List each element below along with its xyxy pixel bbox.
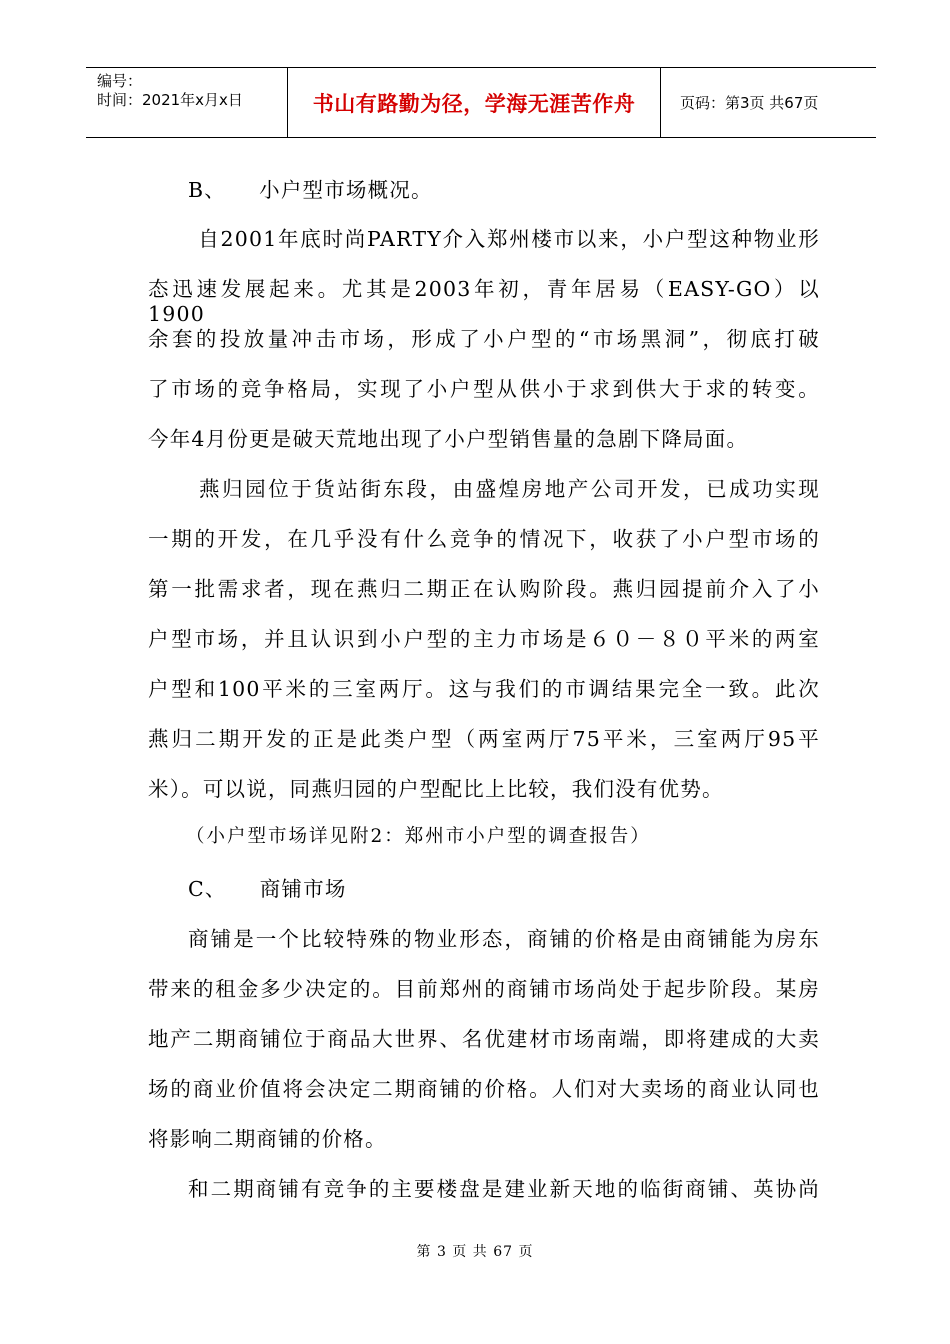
code-label: 编号：: [97, 72, 143, 90]
paragraph-line: 场的商业价值将会决定二期商铺的价格。人们对大卖场的商业认同也: [148, 1077, 820, 1101]
paragraph-line: 地产二期商铺位于商品大世界、名优建材市场南端，即将建成的大卖: [148, 1027, 820, 1051]
page-footer: 第 3 页 共 67 页: [416, 1244, 534, 1260]
paragraph-line: 态迅速发展起来。尤其是2003年初，青年居易（EASY-GO）以1900: [148, 277, 820, 326]
paragraph-line: 和二期商铺有竞争的主要楼盘是建业新天地的临街商铺、英协尚: [188, 1177, 820, 1201]
header-meta: [86, 68, 286, 137]
paragraph-line: 米）。可以说，同燕归园的户型配比上比较，我们没有优势。: [148, 777, 724, 801]
paragraph-line: 商铺是一个比较特殊的物业形态，商铺的价格是由商铺能为房东: [188, 927, 820, 951]
paragraph-line: 户型和100平米的三室两厅。这与我们的市调结果完全一致。此次: [148, 677, 820, 701]
paragraph-line: 户型市场，并且认识到小户型的主力市场是６０－８０平米的两室: [148, 627, 820, 651]
header-divider: [660, 68, 661, 137]
paragraph-line: 了市场的竞争格局，实现了小户型从供小于求到供大于求的转变。: [148, 377, 820, 401]
section-heading-b: B、 小户型市场概况。: [188, 178, 433, 202]
header-motto: 书山有路勤为径，学海无涯苦作舟: [312, 91, 636, 116]
header-page-number: 页码：第3页 共67页: [680, 94, 819, 112]
paragraph-line: 余套的投放量冲击市场，形成了小户型的“市场黑洞”，彻底打破: [148, 327, 820, 351]
paragraph-line: 将影响二期商铺的价格。: [148, 1127, 387, 1151]
paragraph-line: 一期的开发，在几乎没有什么竞争的情况下，收获了小户型市场的: [148, 527, 820, 551]
reference-note: （小户型市场详见附2：郑州市小户型的调查报告）: [186, 826, 651, 847]
paragraph-line: 自2001年底时尚PARTY介入郑州楼市以来，小户型这种物业形: [176, 227, 820, 251]
paragraph-line: 燕归园位于货站街东段，由盛煌房地产公司开发，已成功实现: [176, 477, 820, 501]
paragraph-line: 今年4月份更是破天荒地出现了小户型销售量的急剧下降局面。: [148, 427, 749, 451]
paragraph-line: 燕归二期开发的正是此类户型（两室两厅75平米，三室两厅95平: [148, 727, 820, 751]
paragraph-line: 第一批需求者，现在燕归二期正在认购阶段。燕归园提前介入了小: [148, 577, 820, 601]
paragraph-line: 带来的租金多少决定的。目前郑州的商铺市场尚处于起步阶段。某房: [148, 977, 820, 1001]
document-header: [86, 67, 876, 138]
section-heading-c: C、 商铺市场: [188, 877, 347, 901]
time-label: 时间：2021年x月x日: [97, 91, 243, 109]
